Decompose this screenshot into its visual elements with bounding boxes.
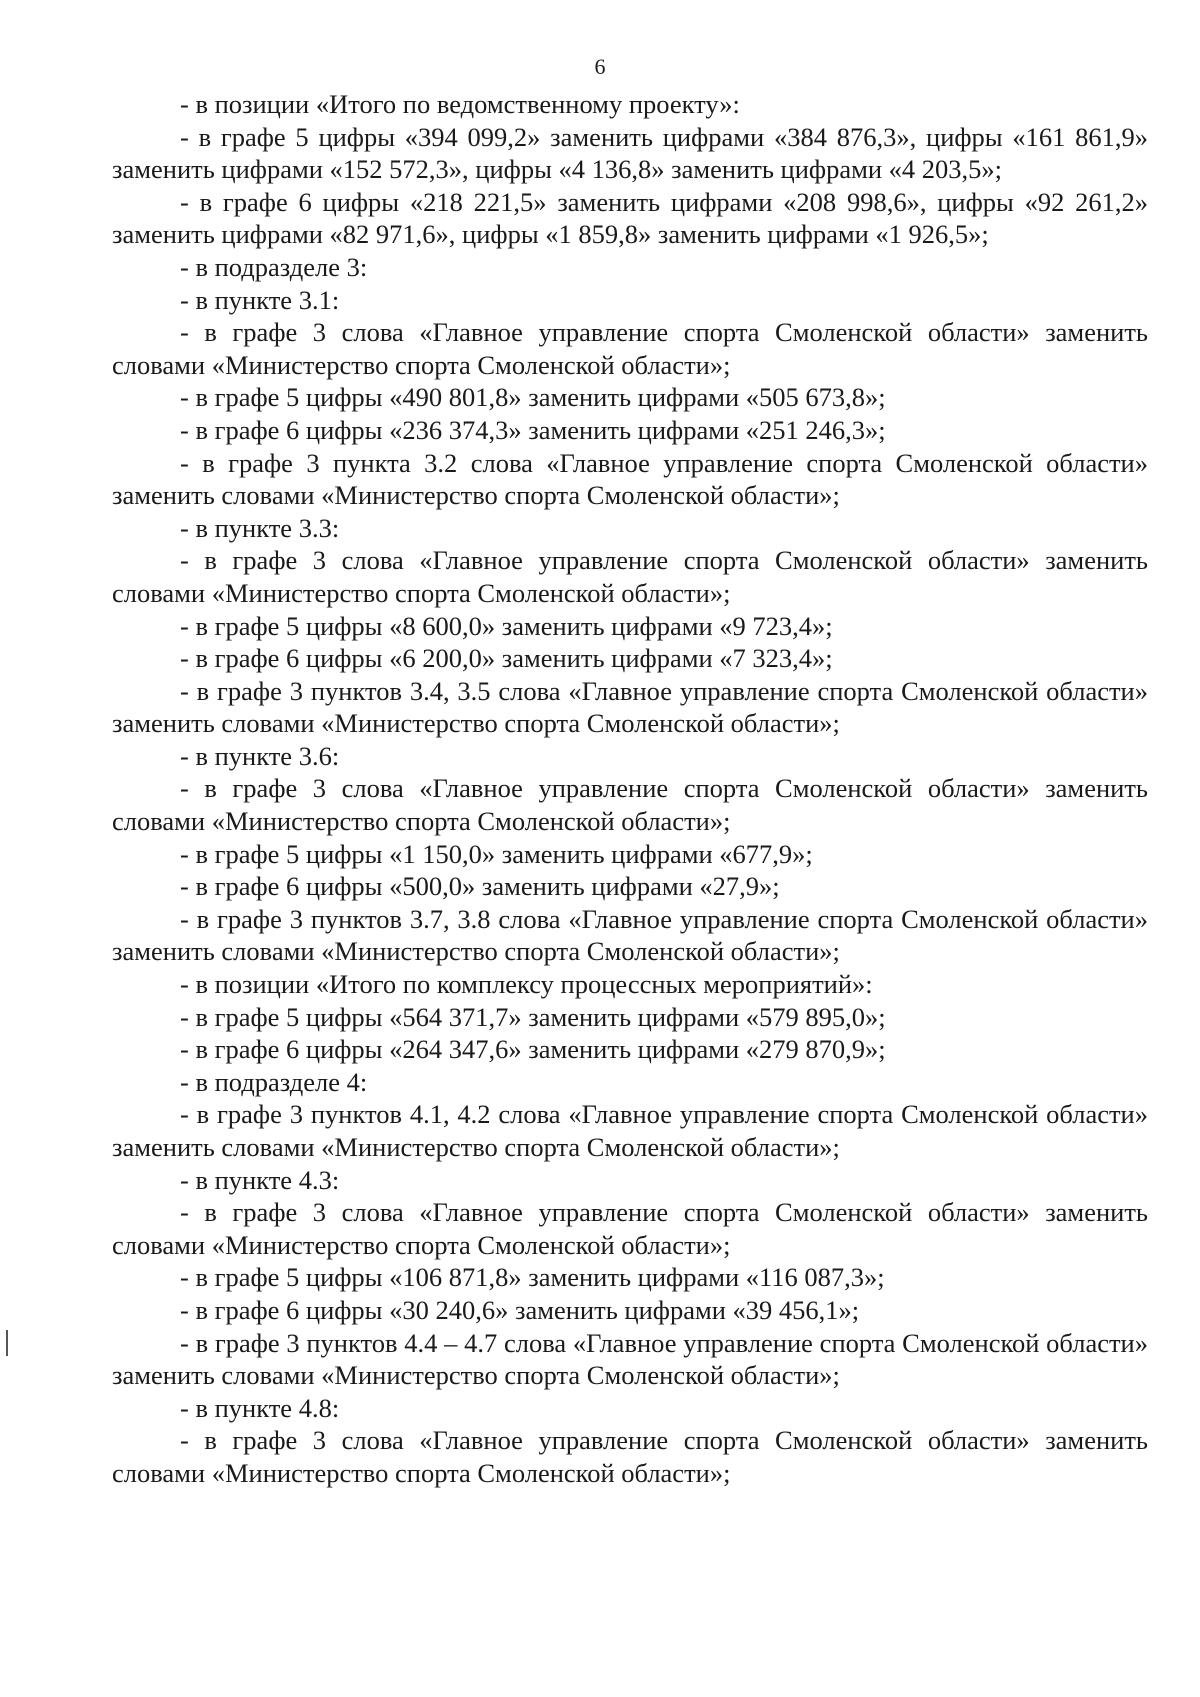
paragraph: - в пункте 4.8: — [180, 1392, 340, 1423]
paragraph: - в графе 3 пунктов 4.4 – 4.7 слова «Главное управление спорта Смоленской области» заменить словами «Министерство спорта Смоленской области»; — [112, 1327, 1148, 1391]
paragraph: - в графе 6 цифры «264 347,6» заменить цифрами «279 870,9»; — [180, 1034, 886, 1065]
paragraph: - в графе 3 пунктов 3.7, 3.8 слова «Главное управление спорта Смоленской области» заменить словами «Министерство спорта Смоленской области»; — [112, 903, 1148, 967]
paragraph: - в графе 6 цифры «236 374,3» заменить цифрами «251 246,3»; — [180, 414, 886, 445]
paragraph: - в графе 5 цифры «490 801,8» заменить цифрами «505 673,8»; — [180, 382, 886, 413]
paragraph: - в позиции «Итого по комплексу процессных мероприятий»: — [180, 969, 873, 1000]
paragraph: - в пункте 3.3: — [180, 512, 340, 543]
paragraph: - в графе 3 слова «Главное управление спорта Смоленской области» заменить словами «Министерство спорта Смоленской области»; — [112, 1425, 1148, 1488]
document-body — [112, 88, 1148, 1490]
paragraph: - в позиции «Итого по ведомственному проекту»: — [180, 89, 740, 119]
scan-edge-mark — [6, 1330, 8, 1356]
paragraph: - в графе 5 цифры «394 099,2» заменить цифрами «384 876,3», цифры «161 861,9» заменить цифрами «152 572,3», цифры «4 136,8» заменить цифрами «4 203,5»; — [112, 121, 1148, 185]
paragraph: - в графе 3 пунктов 3.4, 3.5 слова «Главное управление спорта Смоленской области» заменить словами «Министерство спорта Смоленской области»; — [112, 675, 1148, 739]
paragraph: - в подразделе 4: — [180, 1066, 368, 1097]
paragraph: - в графе 3 пунктов 4.1, 4.2 слова «Главное управление спорта Смоленской области» заменить словами «Министерство спорта Смоленской области»; — [112, 1099, 1148, 1162]
paragraph: - в графе 6 цифры «218 221,5» заменить цифрами «208 998,6», цифры «92 261,2» заменить цифрами «82 971,6», цифры «1 859,8» заменить цифрами «1 926,5»; — [112, 186, 1148, 250]
page-number: 6 — [594, 54, 606, 79]
paragraph: - в графе 5 цифры «1 150,0» заменить цифрами «677,9»; — [180, 838, 813, 869]
paragraph: - в графе 3 слова «Главное управление спорта Смоленской области» заменить словами «Министерство спорта Смоленской области»; — [112, 317, 1148, 380]
paragraph: - в графе 3 пункта 3.2 слова «Главное управление спорта Смоленской области» заменить словами «Министерство спорта Смоленской области»; — [112, 447, 1148, 511]
paragraph: - в графе 6 цифры «500,0» заменить цифрами «27,9»; — [180, 871, 780, 902]
paragraph: - в подразделе 3: — [180, 251, 368, 282]
paragraph: - в графе 5 цифры «564 371,7» заменить цифрами «579 895,0»; — [180, 1001, 886, 1032]
paragraph: - в графе 6 цифры «30 240,6» заменить цифрами «39 456,1»; — [180, 1294, 860, 1325]
paragraph: - в пункте 3.6: — [180, 740, 340, 771]
paragraph: - в графе 3 слова «Главное управление спорта Смоленской области» заменить словами «Министерство спорта Смоленской области»; — [112, 773, 1148, 837]
paragraph: - в графе 3 слова «Главное управление спорта Смоленской области» заменить словами «Министерство спорта Смоленской области»; — [112, 1197, 1148, 1260]
paragraph: - в графе 3 слова «Главное управление спорта Смоленской области» заменить словами «Министерство спорта Смоленской области»; — [112, 545, 1148, 608]
paragraph: - в графе 6 цифры «6 200,0» заменить цифрами «7 323,4»; — [180, 643, 833, 674]
paragraph: - в пункте 3.1: — [180, 284, 340, 315]
paragraph: - в графе 5 цифры «106 871,8» заменить цифрами «116 087,3»; — [180, 1262, 885, 1293]
paragraph: - в графе 5 цифры «8 600,0» заменить цифрами «9 723,4»; — [180, 610, 833, 641]
paragraph: - в пункте 4.3: — [180, 1164, 340, 1195]
